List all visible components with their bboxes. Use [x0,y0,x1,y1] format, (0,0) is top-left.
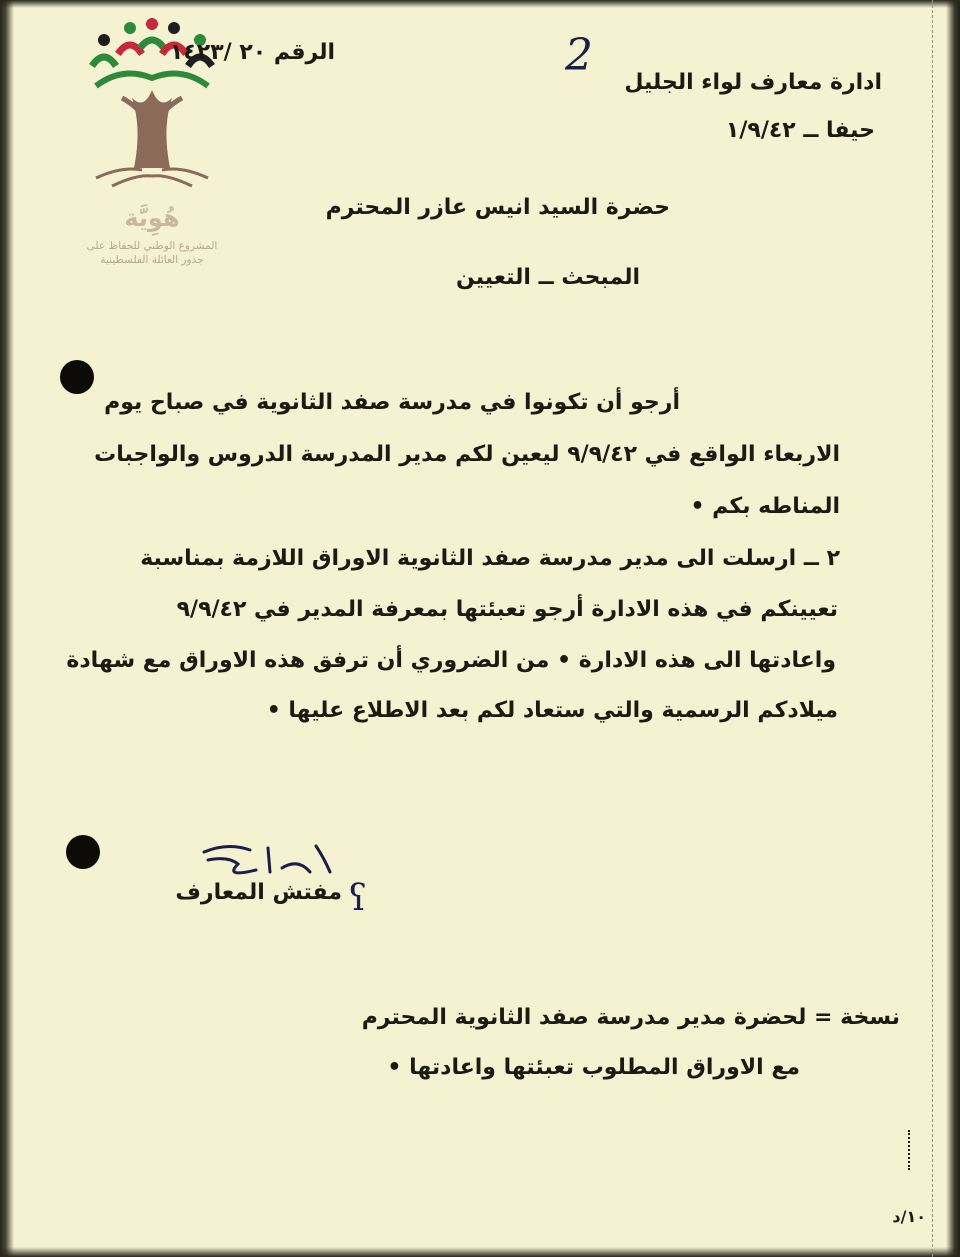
footer-file-mark: ١٠/د [892,1207,926,1226]
copy-attachment-line: مع الاوراق المطلوب تعبئتها واعادتها • [387,1055,800,1080]
body-line-6: واعادتها الى هذه الادارة • من الضروري أن ترفق هذه الاوراق مع شهادة [66,648,836,673]
body-line-5: تعيينكم في هذه الادارة أرجو تعبئتها بمعرفة المدير في ٩/٩/٤٢ [176,597,838,622]
addressee: حضرة السيد انيس عازر المحترم [325,195,670,220]
logo-tagline-line2: جذور العائلة الفلسطينية [100,254,204,266]
copy-recipient-line: نسخة = لحضرة مدير مدرسة صفد الثانوية المحترم [361,1005,900,1030]
scan-edge-bottom [0,1247,960,1257]
scan-edge-right [946,0,960,1257]
body-line-3: المناطه بكم • [690,494,840,519]
punch-hole-bottom [66,835,100,869]
sender-office: ادارة معارف لواء الجليل [624,70,882,95]
punch-hole-top [60,360,94,394]
handwritten-initial-mark: ʕ [348,878,368,919]
scan-edge-left [0,0,14,1257]
body-line-1: أرجو أن تكونوا في مدرسة صفد الثانوية في صباح يوم [104,390,680,415]
reference-number: الرقم ٢٠ /١٤٢٣ [169,40,335,65]
subject-line: المبحث ــ التعيين [456,265,640,290]
scan-edge-top [0,0,960,8]
body-line-7: ميلادكم الرسمية والتي ستعاد لكم بعد الاطلاع عليها • [266,698,838,723]
logo-brand-text: هُوِيَّة [124,204,180,232]
body-line-4: ٢ ــ ارسلت الى مدير مدرسة صفد الثانوية الاوراق اللازمة بمناسبة [140,546,840,571]
signature-title: مفتش المعارف [175,880,342,905]
logo-tagline-line1: المشروع الوطني للحفاظ على [86,240,218,252]
place-and-date: حيفا ــ ١/٩/٤٢ [725,118,875,143]
paper-fold-line [932,0,933,1257]
handwritten-number: 2 [565,30,593,81]
margin-tick-marks [908,1130,913,1170]
body-line-2: الاربعاء الواقع في ٩/٩/٤٢ ليعين لكم مدير المدرسة الدروس والواجبات [94,442,840,467]
